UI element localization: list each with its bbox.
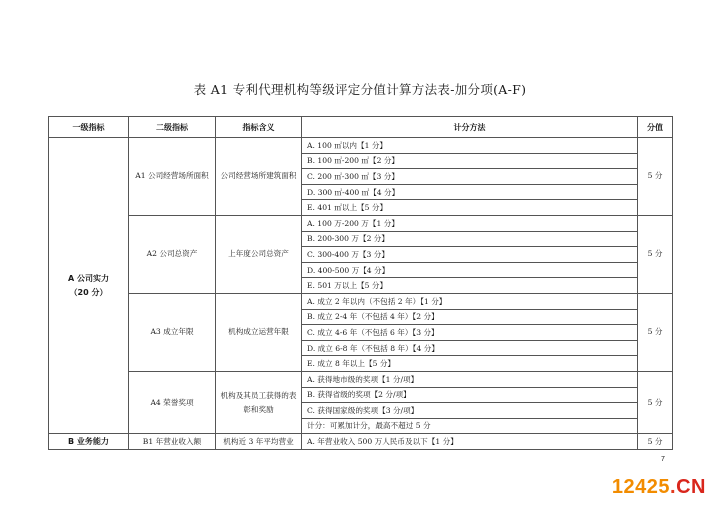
score-cell: 5 分	[638, 293, 673, 371]
method-cell: A. 100 万-200 万【1 分】	[302, 215, 638, 231]
method-cell: B. 成立 2-4 年（不包括 4 年）【2 分】	[302, 309, 638, 325]
score-cell: 5 分	[638, 138, 673, 216]
method-cell: E. 成立 8 年以上【5 分】	[302, 356, 638, 372]
method-cell: E. 501 万以上【5 分】	[302, 278, 638, 294]
watermark-domain: CN	[676, 476, 706, 498]
table-row	[49, 215, 673, 231]
method-cell: B. 获得省级的奖项【2 分/项】	[302, 387, 638, 403]
method-cell: C. 获得国家级的奖项【3 分/项】	[302, 403, 638, 419]
meaning-cell: 公司经营场所建筑面积	[216, 138, 302, 216]
method-cell: A. 100 ㎡以内【1 分】	[302, 138, 638, 154]
header-row	[49, 117, 673, 138]
method-cell: B. 100 ㎡-200 ㎡【2 分】	[302, 153, 638, 169]
table-row	[49, 371, 673, 387]
level1-a-score: （20 分）	[69, 287, 108, 297]
header-score: 分值	[638, 117, 673, 138]
method-cell: A. 成立 2 年以内（不包括 2 年）【1 分】	[302, 293, 638, 309]
meaning-cell: 机构成立运营年限	[216, 293, 302, 371]
watermark-number: 12425	[611, 476, 671, 498]
site-watermark	[612, 476, 706, 499]
meaning-cell: 上年度公司总资产	[216, 215, 302, 293]
scoring-table	[48, 116, 673, 450]
table-row	[49, 138, 673, 154]
method-cell: C. 成立 4-6 年（不包括 6 年）【3 分】	[302, 325, 638, 341]
score-cell: 5 分	[638, 215, 673, 293]
table-row	[49, 434, 673, 450]
score-cell: 5 分	[638, 434, 673, 450]
level2-cell: A2 公司总资产	[129, 215, 216, 293]
watermark-dot: .	[670, 476, 677, 498]
level2-cell: A1 公司经营场所面积	[129, 138, 216, 216]
level2-cell: A4 荣誉奖项	[129, 371, 216, 433]
method-cell: D. 400-500 万【4 分】	[302, 262, 638, 278]
level1-cell-a	[49, 138, 129, 434]
meaning-cell: 机构及其员工获得的表彰和奖励	[216, 371, 302, 433]
header-level2: 二级指标	[129, 117, 216, 138]
level1-a-name: A 公司实力	[68, 273, 109, 283]
page-number: 7	[661, 456, 665, 463]
method-cell: A. 年营业收入 500 万人民币及以下【1 分】	[302, 434, 638, 450]
method-cell: A. 获得地市级的奖项【1 分/项】	[302, 371, 638, 387]
method-cell: D. 成立 6-8 年（不包括 8 年）【4 分】	[302, 340, 638, 356]
level1-cell-b: B 业务能力	[49, 434, 129, 450]
method-cell: 计分：可累加计分，最高不超过 5 分	[302, 418, 638, 434]
score-cell: 5 分	[638, 371, 673, 433]
method-cell: D. 300 ㎡-400 ㎡【4 分】	[302, 184, 638, 200]
meaning-cell: 机构近 3 年平均营业	[216, 434, 302, 450]
method-cell: E. 401 ㎡以上【5 分】	[302, 200, 638, 216]
level2-cell: A3 成立年限	[129, 293, 216, 371]
level2-cell: B1 年营业收入额	[129, 434, 216, 450]
header-meaning: 指标含义	[216, 117, 302, 138]
method-cell: C. 200 ㎡-300 ㎡【3 分】	[302, 169, 638, 185]
table-title: 表 A1 专利代理机构等级评定分值计算方法表-加分项(A-F)	[193, 82, 527, 97]
header-level1: 一级指标	[49, 117, 129, 138]
table-row	[49, 293, 673, 309]
header-method: 计分方法	[302, 117, 638, 138]
method-cell: B. 200-300 万【2 分】	[302, 231, 638, 247]
method-cell: C. 300-400 万【3 分】	[302, 247, 638, 263]
